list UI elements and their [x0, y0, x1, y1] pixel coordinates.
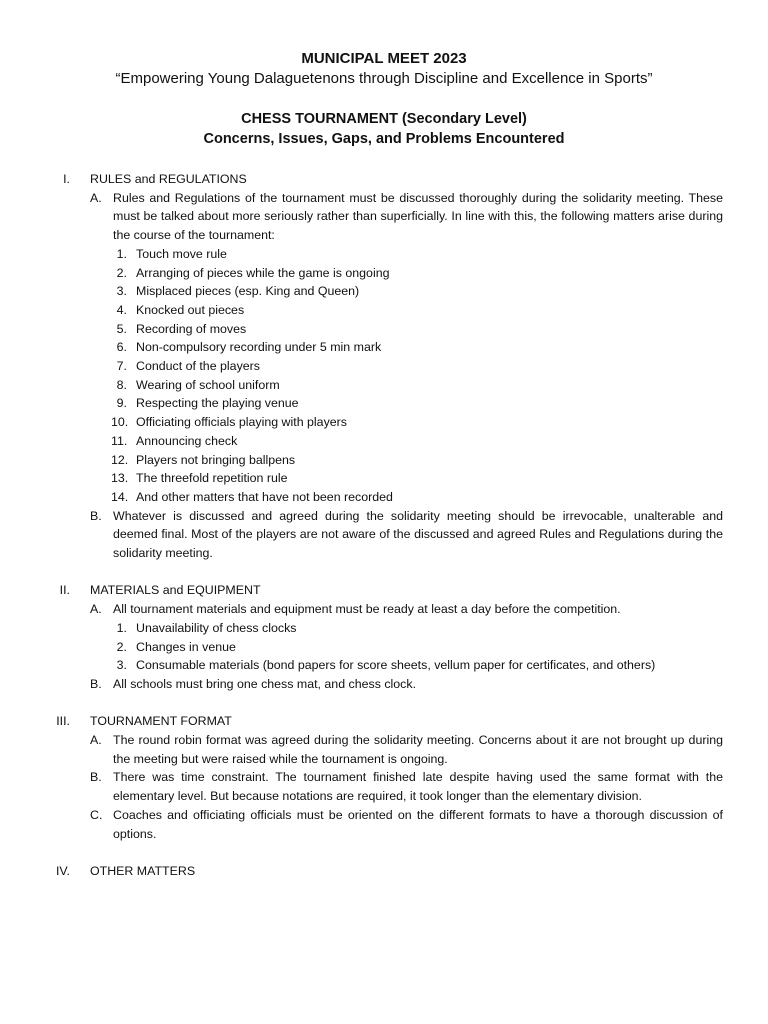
outline-subitem [0, 768, 768, 805]
list-item-number: 1. [116, 246, 127, 261]
outline-subitem [0, 189, 768, 507]
list-item-text: Misplaced pieces (esp. King and Queen) [136, 284, 360, 299]
list-item [0, 282, 768, 301]
list-item-text: Non-compulsory recording under 5 min mark [136, 340, 382, 355]
section-numeral: IV. [55, 863, 70, 878]
list-item-text: The threefold repetition rule [136, 471, 288, 486]
list-item-number: 10. [111, 415, 129, 430]
list-item [0, 245, 768, 264]
subitem-letter: A. [90, 733, 102, 748]
section-numeral: III. [56, 714, 70, 729]
list-item-text: Consumable materials (bond papers for score sheets, vellum paper for certificates, and others) [136, 658, 656, 673]
outline-section [0, 712, 768, 843]
list-item [0, 320, 768, 339]
list-item [0, 413, 768, 432]
list-item-text: Players not bringing ballpens [136, 452, 296, 467]
section-heading: RULES and REGULATIONS [90, 172, 247, 186]
list-item-number: 9. [116, 396, 127, 411]
list-item-number: 4. [116, 302, 127, 317]
list-item-number: 7. [116, 359, 127, 374]
outline-subitem [0, 806, 768, 843]
document-body [0, 170, 768, 899]
outline-subitem [0, 731, 768, 768]
outline-section [0, 170, 768, 563]
subitem-letter: C. [90, 807, 103, 822]
subitem-text: There was time constraint. The tournament finished late despite having used the same format with the elementary level. But because notations are required, it took longer than the elementary division. [113, 770, 723, 804]
list-item-text: Wearing of school uniform [136, 377, 280, 392]
subitem-letter: B. [90, 508, 102, 523]
list-item-number: 1. [116, 620, 127, 635]
list-item-number: 6. [116, 340, 127, 355]
list-item [0, 638, 768, 657]
section-numeral: I. [63, 172, 70, 186]
list-item-text: Respecting the playing venue [136, 396, 299, 411]
list-item [0, 338, 768, 357]
event-title: CHESS TOURNAMENT (Secondary Level) [241, 111, 527, 127]
list-item-text: Recording of moves [136, 321, 247, 336]
subitem-letter: B. [90, 770, 102, 785]
list-item [0, 376, 768, 395]
list-item [0, 357, 768, 376]
subitem-letter: B. [90, 676, 102, 691]
list-item-number: 2. [116, 639, 127, 654]
list-item-number: 8. [116, 377, 127, 392]
list-item [0, 394, 768, 413]
list-item [0, 488, 768, 507]
list-item-text: Announcing check [136, 433, 238, 448]
list-item-text: Changes in venue [136, 639, 236, 654]
outline-subitem [0, 507, 768, 563]
list-item-number: 11. [111, 433, 128, 448]
outline-subitem [0, 600, 768, 675]
list-item [0, 301, 768, 320]
subitem-letter: A. [90, 190, 102, 205]
list-item-number: 3. [116, 284, 127, 299]
document-title: MUNICIPAL MEET 2023 [301, 50, 467, 67]
outline-subitem [0, 675, 768, 694]
subitem-text: Rules and Regulations of the tournament must be discussed thoroughly during the solidarity meeting. These must be talked about more seriously rather than superficially. In line with this, the following matters arise during the course of the tournament: [113, 190, 723, 243]
list-item [0, 656, 768, 675]
list-item-number: 12. [111, 452, 129, 467]
section-heading: OTHER MATTERS [90, 863, 196, 878]
list-item-text: Unavailability of chess clocks [136, 620, 297, 635]
section-numeral: II. [59, 583, 70, 598]
list-item-number: 3. [116, 658, 127, 673]
list-item-text: Touch move rule [136, 246, 227, 261]
list-item [0, 469, 768, 488]
list-item-number: 5. [116, 321, 127, 336]
list-item-number: 2. [116, 265, 127, 280]
outline-section [0, 862, 768, 881]
list-item-number: 13. [111, 471, 129, 486]
document-subtitle: “Empowering Young Dalaguetenons through Discipline and Excellence in Sports” [115, 70, 653, 87]
list-item [0, 619, 768, 638]
subitem-letter: A. [90, 602, 102, 617]
list-item [0, 432, 768, 451]
list-item-text: Officiating officials playing with players [136, 415, 347, 430]
section-heading: MATERIALS and EQUIPMENT [90, 583, 261, 598]
subitem-text: All tournament materials and equipment must be ready at least a day before the competition. [113, 602, 621, 617]
list-item-text: Conduct of the players [136, 359, 260, 374]
list-item [0, 451, 768, 470]
subitem-text: The round robin format was agreed during the solidarity meeting. Concerns about it are not brought up during the meeting but were raised while the tournament is ongoing. [113, 733, 723, 766]
topic-title: Concerns, Issues, Gaps, and Problems Encountered [203, 131, 565, 147]
outline-section [0, 581, 768, 693]
list-item-text: Arranging of pieces while the game is ongoing [136, 265, 390, 280]
subitem-text: Whatever is discussed and agreed during the solidarity meeting should be irrevocable, unalterable and deemed final. Most of the players are not aware of the discussed and agreed Rules and Regulations during the solidarity meeting. [113, 508, 723, 561]
list-item-text: And other matters that have not been recorded [136, 489, 393, 504]
subitem-text: All schools must bring one chess mat, and chess clock. [113, 676, 417, 691]
list-item-text: Knocked out pieces [136, 302, 245, 317]
list-item-number: 14. [111, 489, 129, 504]
list-item [0, 264, 768, 283]
section-heading: TOURNAMENT FORMAT [90, 714, 232, 729]
subitem-text: Coaches and officiating officials must be oriented on the different formats to have a thorough discussion of options. [113, 807, 723, 841]
